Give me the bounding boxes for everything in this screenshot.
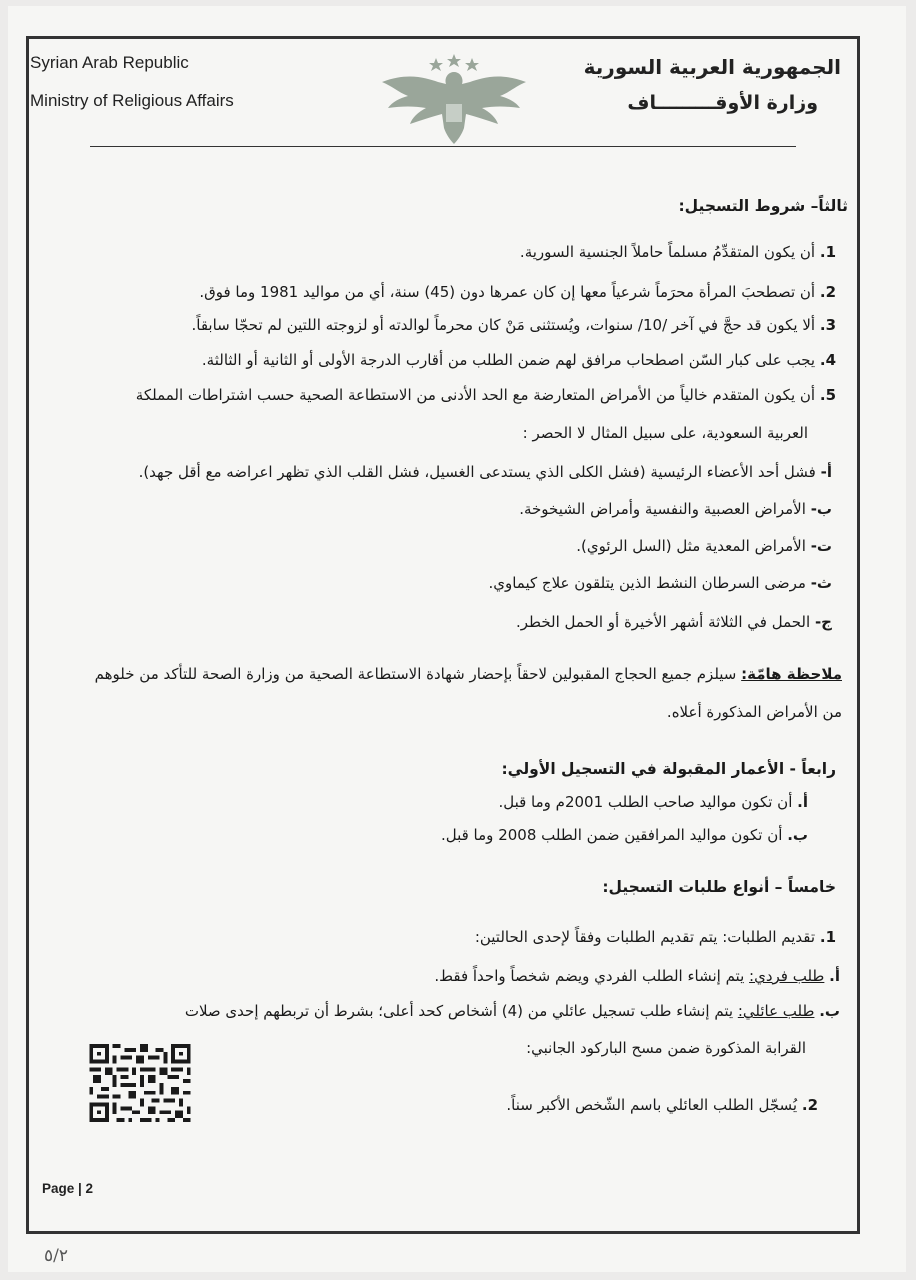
item-text: يجب على كبار السّن اصطحاب مرافق لهم ضمن الطلب من أقارب الدرجة الأولى أو الثانية أو الثالثة. xyxy=(201,351,816,369)
item-number: 2. xyxy=(819,283,836,301)
header-ar-country: الجمهورية العربية السورية xyxy=(583,55,841,79)
section3-item-4 xyxy=(202,351,836,369)
item-text: تقديم الطلبات: يتم تقديم الطلبات وفقاً لإحدى الحالتين: xyxy=(474,928,816,946)
sub-label: طلب فردي: xyxy=(749,967,825,985)
item-text: يتم إنشاء الطلب الفردي ويضم شخصاً واحداً فقط. xyxy=(434,967,745,985)
section4-item-a xyxy=(498,793,808,811)
item-number: أ. xyxy=(829,967,840,985)
item-text: ألا يكون قد حجَّ في آخر /10/ سنوات، ويُستثنى مَنْ كان محرماً لوالدته أو لزوجته اللتين لم تحجّا سابقاً. xyxy=(191,316,816,334)
subitem-text: الأمراض العصبية والنفسية وأمراض الشيخوخة. xyxy=(519,500,806,518)
section5-item-1 xyxy=(475,928,836,946)
header-en-country: Syrian Arab Republic xyxy=(30,53,189,72)
qr-code-icon[interactable] xyxy=(88,1044,192,1122)
section5-sub-b-continued: القرابة المذكورة ضمن مسح الباركود الجانبي: xyxy=(526,1039,806,1057)
header-en-ministry: Ministry of Religious Affairs xyxy=(30,91,234,110)
subitem-text: فشل أحد الأعضاء الرئيسية (فشل الكلى الذي يستدعى الغسيل، فشل القلب الذي تظهر اعراضه مع أقل جهد). xyxy=(138,463,816,481)
item-number: ب. xyxy=(787,826,808,844)
section3-item-5 xyxy=(136,386,836,404)
section5-title: خامساً – أنواع طلبات التسجيل: xyxy=(602,878,836,896)
item-text: أن يكون المتقدِّمُ مسلماً حاملاً الجنسية السورية. xyxy=(519,243,816,261)
section3-title: ثالثاً– شروط التسجيل: xyxy=(678,197,848,215)
section3-item-2 xyxy=(199,283,836,301)
subitem-letter: أ- xyxy=(820,463,832,481)
item-number: 4. xyxy=(819,351,836,369)
important-note-continued: من الأمراض المذكورة أعلاه. xyxy=(666,703,842,721)
subitem-text: الحمل في الثلاثة أشهر الأخيرة أو الحمل الخطر. xyxy=(516,613,811,631)
section3-subitem-c xyxy=(576,537,832,555)
header-divider xyxy=(90,146,796,147)
item-number: أ. xyxy=(797,793,808,811)
item-number: 5. xyxy=(819,386,836,404)
item-text: أن تكون مواليد صاحب الطلب 2001م وما قبل. xyxy=(498,793,793,811)
item-number: 1. xyxy=(819,928,836,946)
subitem-letter: ث- xyxy=(810,574,832,592)
header-ar-ministry: وزارة الأوقـــــــــاف xyxy=(627,92,818,114)
item-text: أن تكون مواليد المرافقين ضمن الطلب 2008 وما قبل. xyxy=(440,826,783,844)
item-text: يتم إنشاء طلب تسجيل عائلي من (4) أشخاص كحد أعلى؛ بشرط أن تربطهم إحدى صلات xyxy=(184,1002,734,1020)
section3-subitem-b xyxy=(519,500,832,518)
subitem-text: الأمراض المعدية مثل (السل الرئوي). xyxy=(576,537,806,555)
section4-item-b xyxy=(441,826,808,844)
item-number: 1. xyxy=(819,243,836,261)
handwritten-page-mark: ٥/٢ xyxy=(44,1246,68,1266)
section5-sub-a xyxy=(434,967,840,985)
section5-sub-b xyxy=(185,1002,840,1020)
eagle-emblem-icon xyxy=(378,52,530,146)
item-number: ب. xyxy=(819,1002,840,1020)
item-text: أن تصطحبَ المرأة محرَماً شرعياً معها إن كان عمرها دون (45) سنة، أي من مواليد 1981 وما فوق. xyxy=(199,283,816,301)
section3-item-3 xyxy=(192,316,837,334)
subitem-letter: ج- xyxy=(814,613,832,631)
item-text: يُسجّل الطلب العائلي باسم الشّخص الأكبر سناً. xyxy=(506,1096,798,1114)
section5-item-2 xyxy=(506,1096,818,1114)
section3-subitem-e xyxy=(516,613,832,631)
section3-item-5-continued: العربية السعودية، على سبيل المثال لا الحصر : xyxy=(522,424,808,442)
sub-label: طلب عائلي: xyxy=(737,1002,815,1020)
important-note xyxy=(95,665,842,683)
subitem-text: مرضى السرطان النشط الذين يتلقون علاج كيماوي. xyxy=(488,574,806,592)
section4-title: رابعاً - الأعمار المقبولة في التسجيل الأولي: xyxy=(501,760,836,778)
section3-subitem-a xyxy=(139,463,832,481)
section3-subitem-d xyxy=(488,574,832,592)
note-text: سيلزم جميع الحجاج المقبولين لاحقاً بإحضار شهادة الاستطاعة الصحية من وزارة الصحة للتأكد من خلوهم xyxy=(94,665,737,683)
subitem-letter: ت- xyxy=(810,537,832,555)
item-number: 2. xyxy=(801,1096,818,1114)
note-label: ملاحظة هامّة: xyxy=(741,665,842,683)
section3-item-1 xyxy=(520,243,836,261)
item-text: أن يكون المتقدم خالياً من الأمراض المتعارضة مع الحد الأدنى من الاستطاعة الصحية حسب اشتراطات المملكة xyxy=(135,386,816,404)
item-number: 3. xyxy=(819,316,836,334)
subitem-letter: ب- xyxy=(810,500,832,518)
page-number: Page | 2 xyxy=(42,1181,94,1196)
